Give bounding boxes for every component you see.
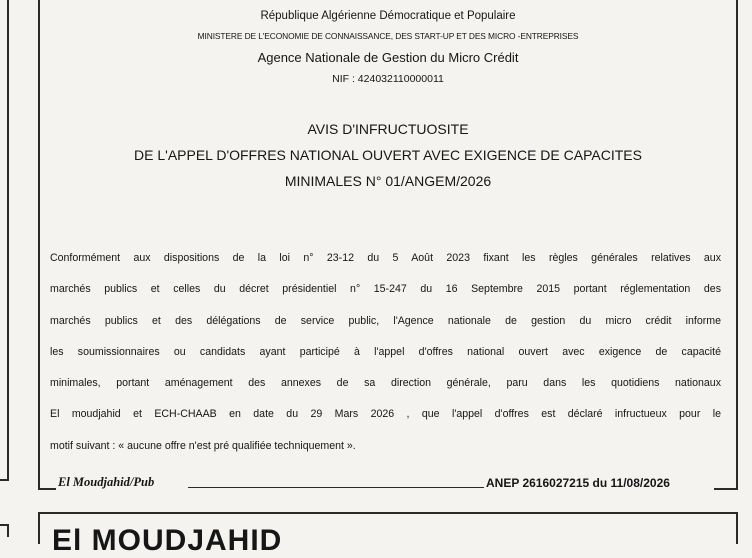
next-article-title: El MOUDJAHID — [52, 524, 283, 557]
notice-title-line-2: DE L'APPEL D'OFFRES NATIONAL OUVERT AVEC EXIGENCE DE CAPACITES — [134, 147, 642, 163]
left-column-rule — [7, 0, 9, 480]
body-line: les soumissionnaires ou candidats ayant participé à l'appel d'offres national ouvert avec exigence de capacité — [50, 345, 721, 358]
header-ministry: MINISTERE DE L'ECONOMIE DE CONNAISSANCE, DES START-UP ET DES MICRO -ENTREPRISES — [197, 31, 579, 41]
body-line: minimales, portant aménagement des annexes de sa direction générale, paru dans les quotidiens nationaux — [50, 377, 721, 390]
body-line: motif suivant : « aucune offre n'est pré qualifiée techniquement ». — [50, 439, 356, 452]
body-line: El moudjahid et ECH-CHAAB en date du 29 Mars 2026 , que l'appel d'offres est déclaré infructueux pour le — [50, 408, 721, 421]
body-line: Conformément aux dispositions de la loi n° 23-12 du 5 Août 2023 fixant les règles générales relatives aux — [50, 252, 721, 264]
legal-notice — [38, 0, 738, 490]
body-line: marchés publics et celles du décret présidentiel n° 15-247 du 16 Septembre 2015 portant réglementation des — [50, 283, 721, 296]
left-column-box-side — [7, 524, 9, 537]
notice-body — [50, 252, 721, 471]
footer-rule — [188, 487, 484, 488]
notice-footer — [38, 469, 738, 491]
header-republic: République Algérienne Démocratique et Populaire — [260, 10, 516, 22]
left-column-bottom-rule — [0, 479, 9, 481]
anep-reference: ANEP 2616027215 du 11/08/2026 — [486, 476, 670, 490]
notice-title-line-3: MINIMALES N° 01/ANGEM/2026 — [284, 173, 492, 189]
publication-signature: El Moudjahid/Pub — [58, 475, 155, 489]
next-article-box — [38, 512, 738, 557]
body-line: marchés publics et des délégations de service public, l'Agence nationale de gestion du micro crédit informe — [50, 314, 721, 327]
header-nif: NIF : 424032110000011 — [332, 73, 444, 85]
notice-title-line-1: AVIS D'INFRUCTUOSITE — [307, 121, 469, 137]
header-agency: Agence Nationale de Gestion du Micro Crédit — [257, 50, 519, 65]
left-column-border — [0, 0, 10, 537]
